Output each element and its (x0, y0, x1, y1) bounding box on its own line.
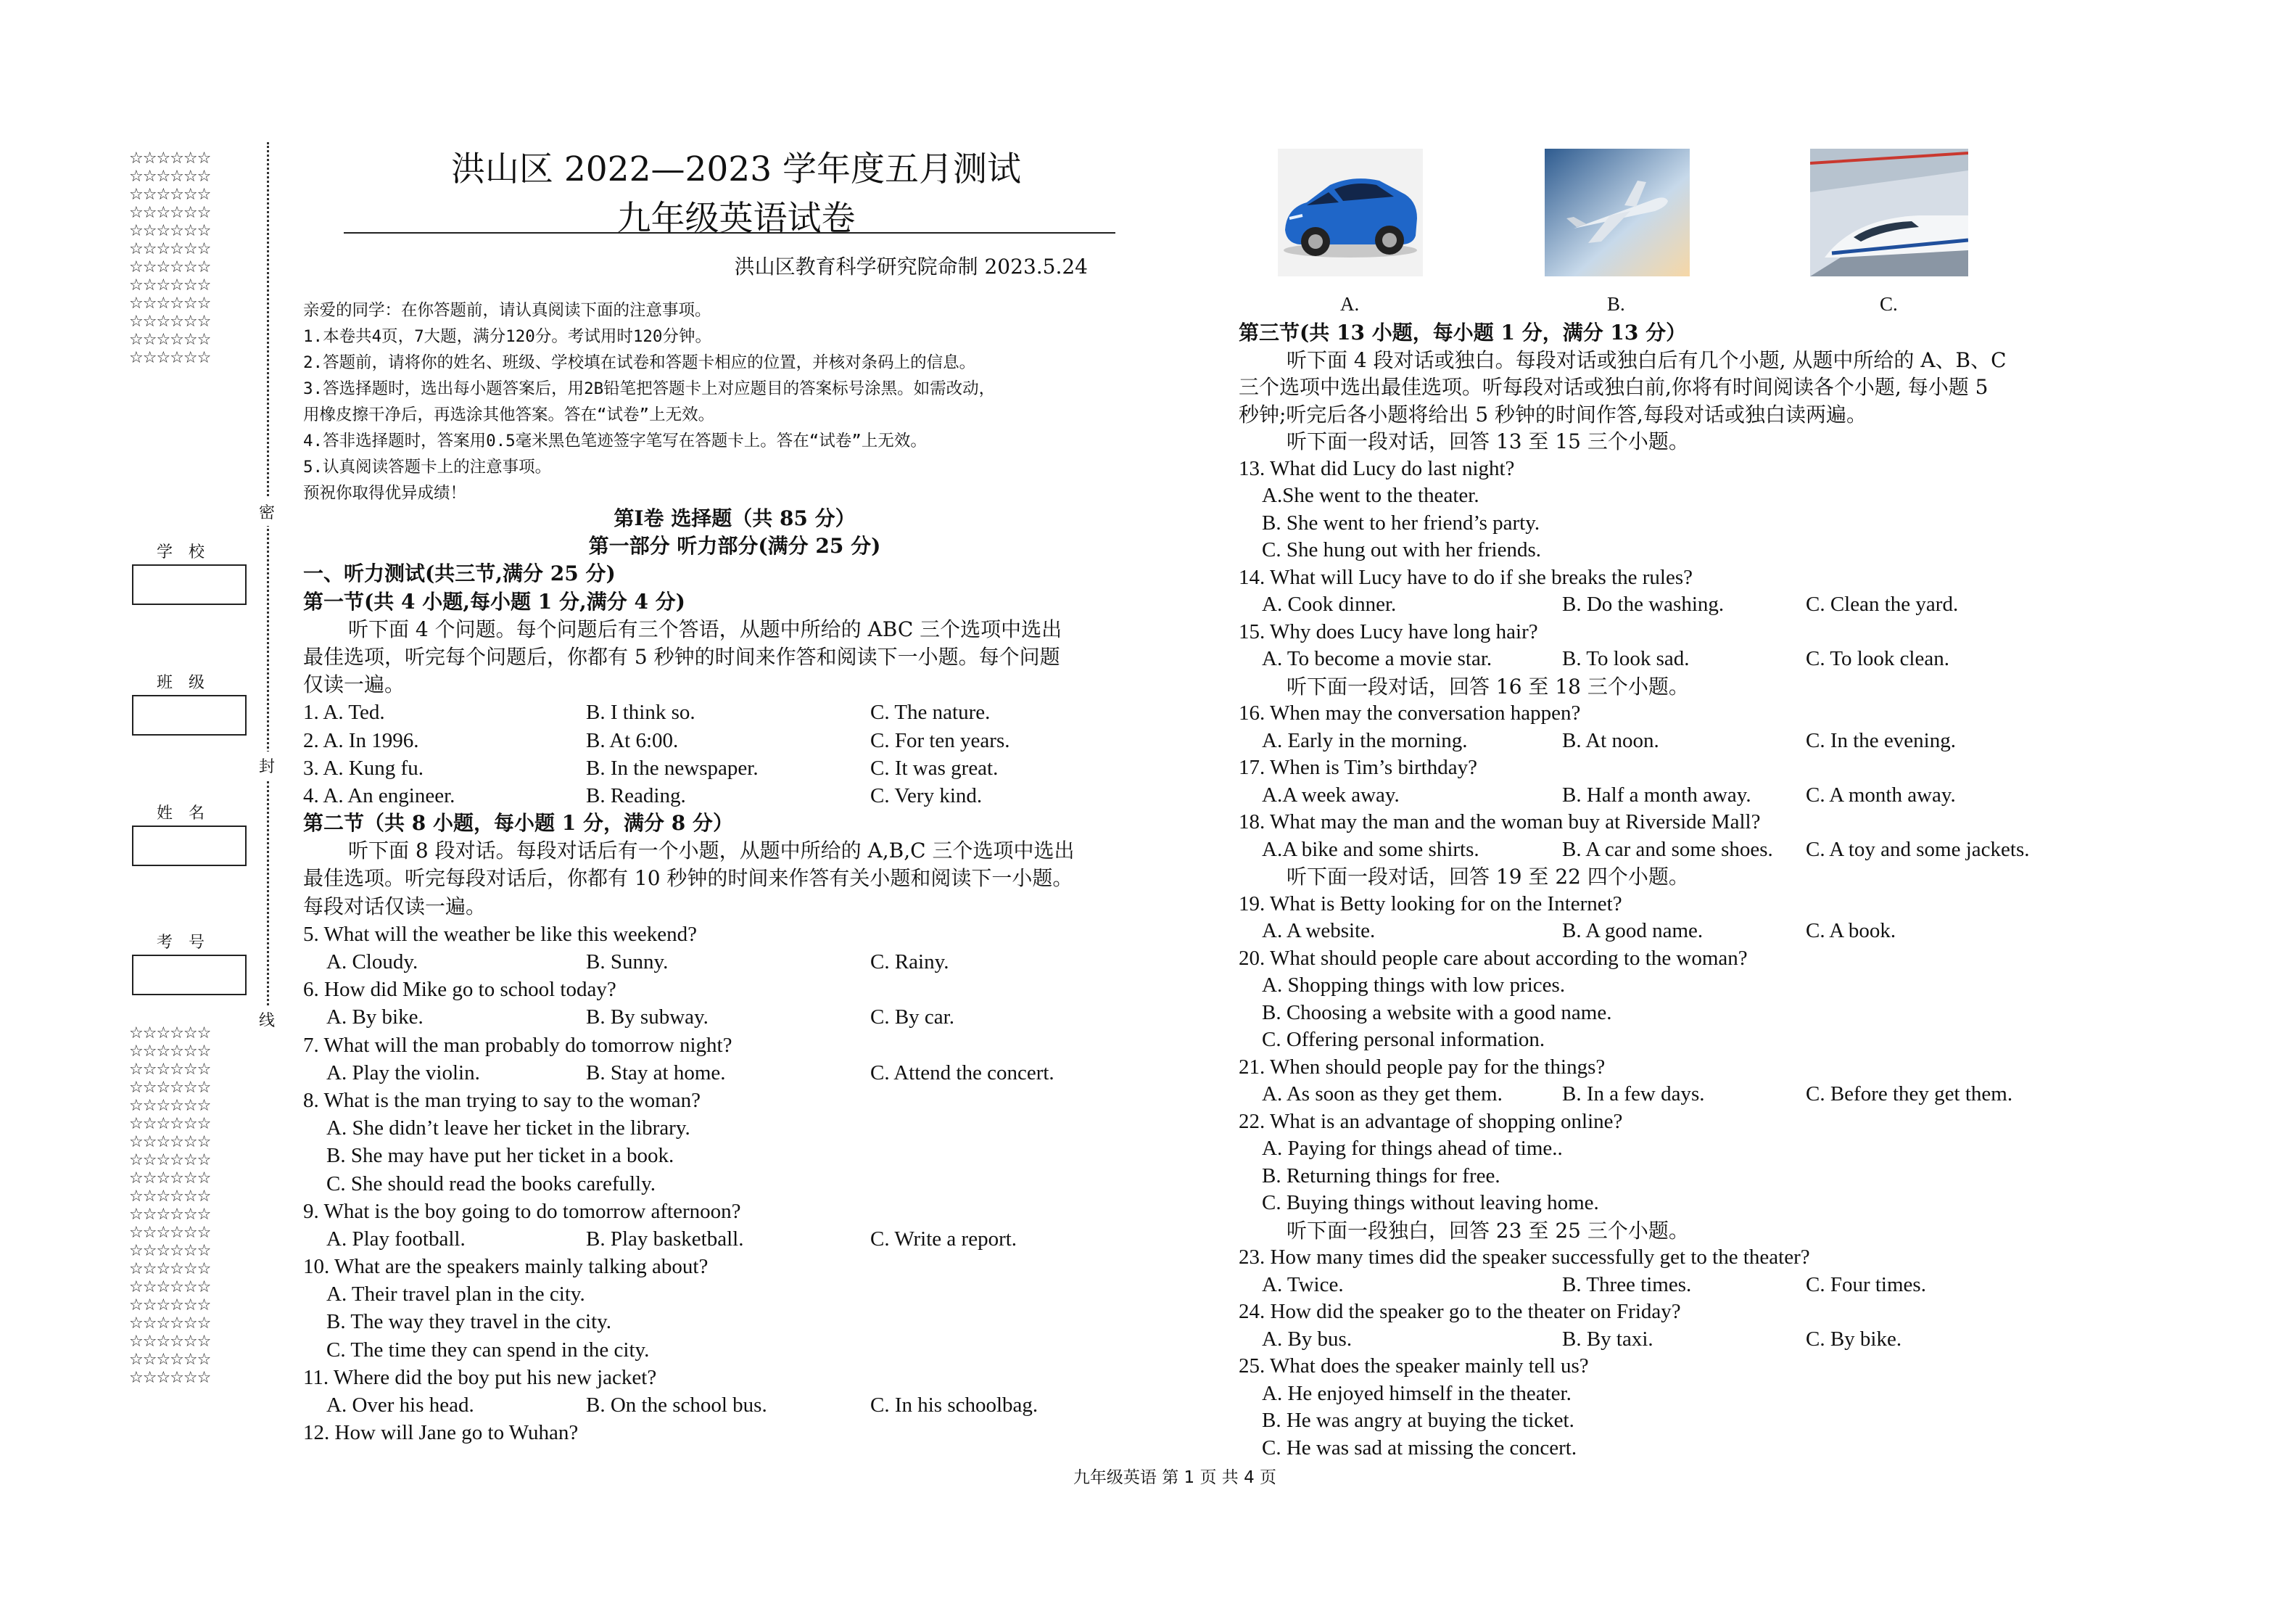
notice-line: 5.认真阅读答题卡上的注意事项。 (303, 458, 552, 477)
option-a: A. Cook dinner. (1262, 593, 1397, 616)
option-c: C. A toy and some jackets. (1806, 837, 2030, 861)
question-text: 18. What may the man and the woman buy at Riverside Mall? (1239, 810, 1761, 833)
option-a: A. Shopping things with low prices. (1262, 973, 1566, 997)
option-c: C. Before they get them. (1806, 1082, 2013, 1106)
option-b: B. To look sad. (1562, 647, 1690, 670)
option-a: 4. A. An engineer. (303, 783, 455, 807)
option-c: C. Buying things without leaving home. (1262, 1191, 1599, 1214)
option-b: B. By taxi. (1562, 1327, 1653, 1351)
notice-line: 用橡皮擦干净后，再选涂其他答案。答在“试卷”上无效。 (303, 406, 715, 424)
star-border-top: ☆☆☆☆☆☆ ☆☆☆☆☆☆ ☆☆☆☆☆☆ ☆☆☆☆☆☆ ☆☆☆☆☆☆ ☆☆☆☆☆☆ ☆☆☆☆☆☆ ☆☆☆☆☆☆ ☆☆☆☆☆☆ ☆☆☆☆☆☆ ☆☆☆☆☆☆ ☆☆☆☆☆☆ (129, 149, 211, 367)
notice-block (303, 297, 1166, 506)
section1-heading: 第一节(共 4 小题,每小题 1 分,满分 4 分) (303, 589, 685, 614)
option-a: 1. A. Ted. (303, 701, 385, 725)
option-b: B. Three times. (1562, 1272, 1692, 1296)
option-c: C. She hung out with her friends. (1262, 538, 1542, 561)
group-intro: 听下面一段对话，回答 13 至 15 三个小题。 (1287, 429, 1689, 453)
question-row (1239, 1272, 2102, 1299)
option-b: B. He was angry at buying the ticket. (1262, 1409, 1574, 1432)
question-row (1239, 1081, 2102, 1108)
train-image (1810, 149, 1968, 276)
section-heading: 一、听力测试(共三节,满分 25 分) (303, 561, 616, 586)
option-c: C. In his schoolbag. (870, 1393, 1038, 1417)
title-underline (344, 232, 1115, 234)
option-b: B. Reading. (586, 783, 686, 807)
option-b: B. In the newspaper. (586, 756, 759, 780)
option-c: C. Clean the yard. (1806, 593, 1959, 616)
question-text: 22. What is an advantage of shopping online? (1239, 1109, 1623, 1133)
question-row (303, 782, 1166, 810)
option-b: B. At 6:00. (586, 728, 679, 752)
question-row (303, 1225, 1166, 1253)
section1-instruction: 最佳选项，听完每个问题后，你都有 5 秒钟的时间来作答和阅读下一小题。每个问题 (303, 644, 1060, 669)
group-intro: 听下面一段对话，回答 19 至 22 四个小题。 (1287, 865, 1689, 889)
notice-line: 亲爱的同学：在你答题前，请认真阅读下面的注意事项。 (303, 301, 711, 320)
option-a: A.A bike and some shirts. (1262, 837, 1479, 861)
question-row (1239, 782, 2102, 810)
airplane-image (1545, 149, 1690, 276)
question-text: 12. How will Jane go to Wuhan? (303, 1421, 579, 1445)
option-c: C. She should read the books carefully. (326, 1172, 656, 1195)
question-text: 7. What will the man probably do tomorrow night? (303, 1033, 732, 1057)
option-b: B. Sunny. (586, 950, 669, 973)
field-label-exam-no: 考号 (156, 934, 220, 952)
notice-line: 1.本卷共4页，7大题，满分120分。考试用时120分钟。 (303, 327, 711, 346)
option-a: A. He enjoyed himself in the theater. (1262, 1381, 1572, 1405)
seal-mark-3: 线 (259, 1005, 275, 1034)
question-row (1239, 591, 2102, 619)
question-text: 5. What will the weather be like this weekend? (303, 922, 698, 946)
question-text: 10. What are the speakers mainly talking about? (303, 1255, 709, 1279)
option-b: B. At noon. (1562, 728, 1659, 752)
question-text: 9. What is the boy going to do tomorrow afternoon? (303, 1199, 741, 1223)
option-a: A. By bike. (326, 1005, 424, 1029)
option-c: C. Attend the concert. (870, 1061, 1054, 1084)
option-c: C. A month away. (1806, 783, 1956, 807)
option-c: C. By bike. (1806, 1327, 1902, 1351)
option-c: C. Four times. (1806, 1272, 1926, 1296)
notice-line: 3.答选择题时，选出每小题答案后，用2B铅笔把答题卡上对应题目的答案标号涂黑。如需改动， (303, 379, 996, 398)
exam-title: 洪山区 2022—2023 学年度五月测试 (450, 149, 1022, 189)
section2-instruction: 听下面 8 段对话。每段对话后有一个小题，从题中所给的 A,B,C 三个选项中选出 (348, 839, 1075, 863)
question-row (1239, 728, 2102, 755)
school-field[interactable] (132, 564, 247, 605)
question-text: 19. What is Betty looking for on the Internet? (1239, 892, 1622, 915)
option-b: B. By subway. (586, 1005, 709, 1029)
option-a: A. Their travel plan in the city. (326, 1283, 585, 1306)
section3-instruction: 秒钟;听完后各小题将给出 5 秒钟的时间作答,每段对话或独白读两遍。 (1239, 402, 1867, 427)
part-title: 第一部分 听力部分(满分 25 分) (588, 534, 881, 559)
question-row (303, 727, 1166, 754)
option-b: B. In a few days. (1562, 1082, 1705, 1106)
section3-heading: 第三节(共 13 小题，每小题 1 分，满分 13 分） (1239, 321, 1687, 345)
question-text: 21. When should people pay for the things? (1239, 1055, 1606, 1079)
option-c: C. The time they can spend in the city. (326, 1338, 650, 1362)
option-a: A. Play football. (326, 1227, 466, 1251)
option-c: C. Offering personal information. (1262, 1028, 1545, 1051)
question-row (303, 948, 1166, 976)
option-b: B. A car and some shoes. (1562, 837, 1773, 861)
volume-title: 第Ⅰ卷 选择题（共 85 分） (614, 506, 856, 530)
question-text: 24. How did the speaker go to the theater on Friday? (1239, 1300, 1681, 1323)
option-a: A.A week away. (1262, 783, 1400, 807)
question-row (1239, 836, 2102, 864)
question-row (303, 699, 1166, 726)
option-a: A. Over his head. (326, 1393, 474, 1417)
option-b: B. On the school bus. (586, 1393, 767, 1417)
option-b: B. I think so. (586, 701, 695, 725)
section1-instruction: 仅读一遍。 (303, 672, 405, 697)
question-text: 14. What will Lucy have to do if she breaks the rules? (1239, 565, 1693, 589)
option-b: B. Stay at home. (586, 1061, 726, 1084)
question-text: 16. When may the conversation happen? (1239, 701, 1581, 725)
option-b: B. Do the washing. (1562, 593, 1725, 616)
option-a: A.She went to the theater. (1262, 484, 1479, 507)
class-field[interactable] (132, 695, 247, 736)
option-a: A. As soon as they get them. (1262, 1082, 1503, 1106)
option-b: B. Play basketball. (586, 1227, 744, 1251)
option-c: C. For ten years. (870, 728, 1010, 752)
field-label-class: 班级 (156, 674, 220, 692)
question-row (303, 1059, 1166, 1087)
notice-line: 2.答题前，请将你的姓名、班级、学校填在试卷和答题卡相应的位置，并核对条码上的信息。 (303, 353, 976, 372)
question-text: 23. How many times did the speaker successfully get to the theater? (1239, 1246, 1810, 1269)
left-column (303, 505, 1166, 1446)
group-intro: 听下面一段对话，回答 16 至 18 三个小题。 (1287, 674, 1689, 699)
question-text: 20. What should people care about according to the woman? (1239, 946, 1748, 970)
question-row (303, 1003, 1166, 1031)
question-text: 25. What does the speaker mainly tell us? (1239, 1354, 1589, 1378)
question-text: 17. When is Tim’s birthday? (1239, 756, 1477, 779)
option-c: C. Very kind. (870, 783, 983, 807)
question-text: 15. Why does Lucy have long hair? (1239, 619, 1538, 643)
section2-instruction: 最佳选项。听完每段对话后，你都有 10 秒钟的时间来作答有关小题和阅读下一小题。 (303, 866, 1073, 891)
option-c: C. He was sad at missing the concert. (1262, 1436, 1577, 1460)
seal-dotted-line (267, 142, 269, 1027)
option-a: A. To become a movie star. (1262, 647, 1492, 670)
field-label-school: 学校 (156, 543, 220, 561)
image-label-c: C. (1880, 293, 1898, 315)
option-a: 3. A. Kung fu. (303, 756, 424, 780)
car-image (1278, 149, 1423, 276)
seal-mark-1: 密 (259, 498, 275, 526)
option-b: B. A good name. (1562, 919, 1704, 942)
option-c: C. In the evening. (1806, 728, 1956, 752)
option-a: A. Twice. (1262, 1272, 1344, 1296)
section3-instruction: 三个选项中选出最佳选项。听每段对话或独白前,你将有时间阅读各个小题, 每小题 5 (1239, 375, 1989, 399)
option-a: A. She didn’t leave her ticket in the library. (326, 1116, 690, 1140)
question-text: 6. How did Mike go to school today? (303, 978, 616, 1002)
option-a: A. Play the violin. (326, 1061, 480, 1084)
option-c: C. A book. (1806, 919, 1896, 942)
section3-instruction: 听下面 4 段对话或独白。每段对话或独白后有几个小题, 从题中所给的 A、B、C (1287, 347, 2007, 372)
section2-heading: 第二节（共 8 小题，每小题 1 分，满分 8 分） (303, 811, 733, 836)
seal-mark-2: 封 (259, 752, 275, 780)
star-border-bottom: ☆☆☆☆☆☆ ☆☆☆☆☆☆ ☆☆☆☆☆☆ ☆☆☆☆☆☆ ☆☆☆☆☆☆ ☆☆☆☆☆☆ ☆☆☆☆☆☆ ☆☆☆☆☆☆ ☆☆☆☆☆☆ ☆☆☆☆☆☆ ☆☆☆☆☆☆ ☆☆☆☆☆☆ ☆☆☆☆☆☆ ☆☆☆☆☆☆ ☆☆☆☆☆☆ ☆☆☆☆☆☆ ☆☆☆☆☆☆ ☆☆☆☆☆☆ ☆☆☆☆☆☆ ☆☆☆☆☆☆ (129, 1024, 211, 1387)
question-row (1239, 918, 2102, 945)
option-c: C. Rainy. (870, 950, 949, 973)
question-text: 13. What did Lucy do last night? (1239, 456, 1515, 480)
option-c: C. By car. (870, 1005, 954, 1029)
question-row (303, 1391, 1166, 1419)
option-a: A. By bus. (1262, 1327, 1353, 1351)
exam-subtitle: 九年级英语试卷 (616, 199, 856, 239)
section2-instruction: 每段对话仅读一遍。 (303, 894, 487, 918)
image-label-a: A. (1340, 293, 1360, 315)
exam-number-field[interactable] (132, 955, 247, 995)
option-b: B. Half a month away. (1562, 783, 1751, 807)
option-a: A. Paying for things ahead of time.. (1262, 1137, 1563, 1160)
option-b: B. The way they travel in the city. (326, 1310, 612, 1334)
option-a: 2. A. In 1996. (303, 728, 419, 752)
option-b: B. Returning things for free. (1262, 1164, 1500, 1187)
question-text: 11. Where did the boy put his new jacket? (303, 1365, 657, 1389)
option-a: A. Cloudy. (326, 950, 418, 973)
name-field[interactable] (132, 826, 247, 866)
option-b: B. She may have put her ticket in a book. (326, 1144, 674, 1168)
page-footer: 九年级英语 第 1 页 共 4 页 (1073, 1468, 1277, 1487)
option-c: C. Write a report. (870, 1227, 1017, 1251)
question-text: 8. What is the man trying to say to the woman? (303, 1088, 701, 1112)
option-a: A. A website. (1262, 919, 1376, 942)
notice-line: 预祝你取得优异成绩！ (303, 484, 467, 503)
section1-instruction: 听下面 4 个问题。每个问题后有三个答语，从题中所给的 ABC 三个选项中选出 (348, 617, 1062, 641)
option-b: B. Choosing a website with a good name. (1262, 1000, 1612, 1024)
question-row (1239, 646, 2102, 673)
notice-line: 4.答非选择题时，答案用0.5毫米黑色笔迹签字笔写在答题卡上。答在“试卷”上无效。 (303, 432, 927, 450)
option-b: B. She went to her friend’s party. (1262, 511, 1540, 535)
question-row (1239, 1326, 2102, 1354)
group-intro: 听下面一段独白，回答 23 至 25 三个小题。 (1287, 1218, 1689, 1243)
exam-maker: 洪山区教育科学研究院命制 2023.5.24 (734, 255, 1088, 279)
field-label-name: 姓名 (156, 804, 220, 823)
option-c: C. To look clean. (1806, 647, 1949, 670)
question-row (303, 754, 1166, 782)
option-c: C. It was great. (870, 756, 999, 780)
option-c: C. The nature. (870, 701, 991, 725)
option-a: A. Early in the morning. (1262, 728, 1468, 752)
right-column (1239, 319, 2102, 1462)
image-label-b: B. (1607, 293, 1625, 315)
